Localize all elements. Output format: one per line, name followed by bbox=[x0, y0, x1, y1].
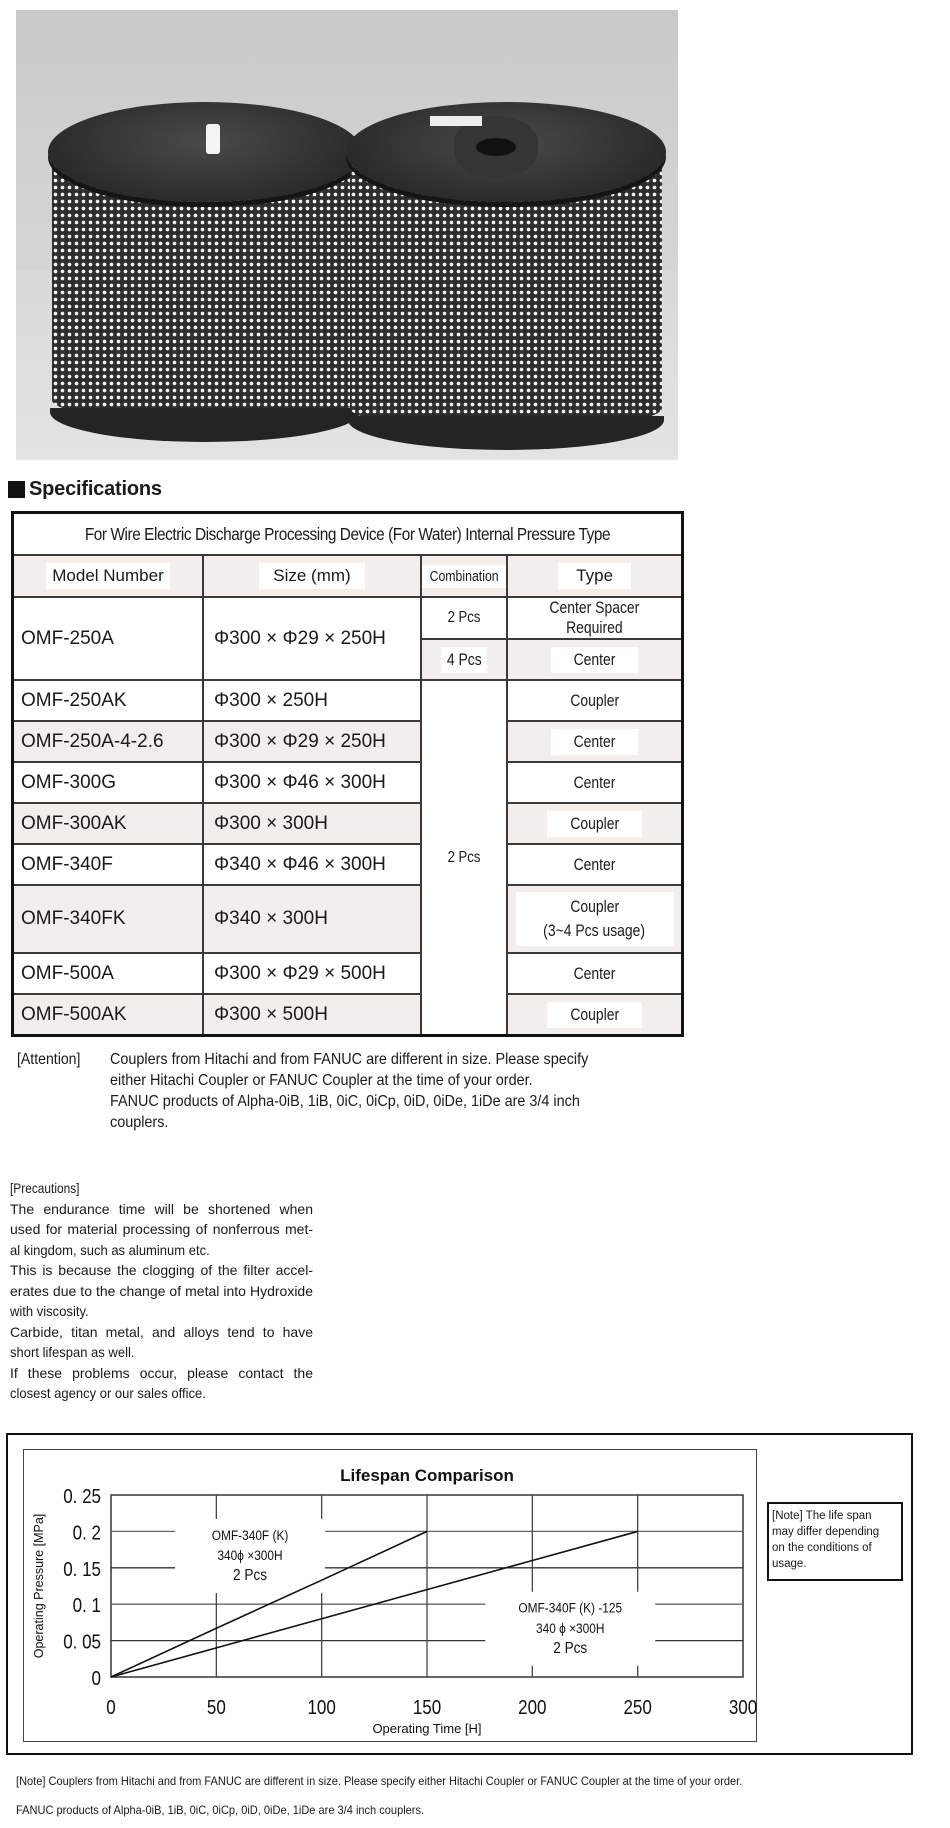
x-axis-label: Operating Time [H] bbox=[372, 1721, 482, 1736]
attention-line: couplers. bbox=[110, 1114, 169, 1131]
table-title-row bbox=[13, 513, 683, 556]
attention-line: either Hitachi Coupler or FANUC Coupler at the time of your order. bbox=[110, 1072, 533, 1089]
size-cell: Φ340 × 300H bbox=[203, 885, 421, 953]
side-note-line: usage. bbox=[772, 1558, 807, 1570]
precautions-block bbox=[10, 1178, 313, 1404]
size-cell: Φ300 × Φ29 × 250H bbox=[203, 721, 421, 762]
y-tick-label: 0. 1 bbox=[72, 1593, 101, 1617]
precautions-label: [Precautions] bbox=[10, 1180, 80, 1196]
attention-label: [Attention] bbox=[17, 1051, 81, 1068]
table-row bbox=[13, 844, 683, 885]
lifespan-chart bbox=[0, 1420, 950, 1760]
filter-base-ring bbox=[348, 416, 664, 450]
precautions-line: closest agency or our sales office. bbox=[10, 1385, 206, 1401]
x-tick-label: 0 bbox=[106, 1695, 116, 1719]
size-cell: Φ300 × Φ46 × 300H bbox=[203, 762, 421, 803]
header-combination: Combination bbox=[421, 555, 507, 597]
type-note: (3~4 Pcs usage) bbox=[543, 921, 646, 940]
precautions-line: This is because the clogging of the filter accel- bbox=[10, 1262, 313, 1278]
type-cell: Coupler (3~4 Pcs usage) bbox=[507, 885, 682, 953]
precautions-line: short lifespan as well. bbox=[10, 1344, 135, 1360]
series-annotation: OMF-340F (K) -125 bbox=[518, 1599, 623, 1616]
filter-cartridge-with-center-hole bbox=[350, 102, 662, 450]
side-note-line: may differ depending bbox=[772, 1526, 880, 1538]
model-cell: OMF-500A bbox=[13, 953, 204, 994]
series-annotation: OMF-340F (K) bbox=[211, 1527, 289, 1544]
size-cell: Φ340 × Φ46 × 300H bbox=[203, 844, 421, 885]
chart-title: Lifespan Comparison bbox=[340, 1466, 514, 1485]
filter-base-ring bbox=[50, 408, 360, 442]
x-tick-label: 150 bbox=[412, 1695, 442, 1719]
table-row bbox=[13, 953, 683, 994]
combination-cell-merged: 2 Pcs bbox=[421, 680, 507, 1036]
type-cell: Coupler bbox=[507, 994, 682, 1036]
y-tick-label: 0. 05 bbox=[63, 1630, 101, 1653]
filter-lid bbox=[48, 102, 362, 202]
combination-cell: 4 Pcs bbox=[421, 639, 507, 680]
side-note-line: [Note] The life span bbox=[772, 1510, 872, 1522]
lid-label bbox=[430, 116, 482, 126]
section-title: Specifications bbox=[29, 478, 162, 500]
model-cell: OMF-250AK bbox=[13, 680, 204, 721]
header-type: Type bbox=[507, 555, 682, 597]
model-cell: OMF-300AK bbox=[13, 803, 204, 844]
type-cell: Center bbox=[507, 721, 682, 762]
y-tick-label: 0. 25 bbox=[63, 1484, 101, 1508]
series-annotation: 2 Pcs bbox=[233, 1567, 268, 1585]
header-size: Size (mm) bbox=[203, 555, 421, 597]
attention-line: FANUC products of Alpha-0iB, 1iB, 0iC, 0iCp, 0iD, 0iDe, 1iDe are 3/4 inch bbox=[110, 1093, 580, 1110]
size-cell: Φ300 × Φ29 × 500H bbox=[203, 953, 421, 994]
x-tick-label: 300 bbox=[728, 1695, 758, 1719]
table-row bbox=[13, 680, 683, 721]
model-cell: OMF-340FK bbox=[13, 885, 204, 953]
precautions-line: al kingdom, such as aluminum etc. bbox=[10, 1241, 210, 1258]
y-tick-label: 0. 2 bbox=[72, 1521, 101, 1544]
table-row bbox=[13, 762, 683, 803]
attention-line: Couplers from Hitachi and from FANUC are different in size. Please specify bbox=[110, 1051, 589, 1068]
model-cell: OMF-300G bbox=[13, 762, 204, 803]
product-photo bbox=[16, 10, 678, 460]
x-tick-label: 250 bbox=[623, 1695, 652, 1719]
table-header-row bbox=[13, 555, 683, 597]
header-model: Model Number bbox=[13, 555, 204, 597]
model-cell: OMF-250A-4-2.6 bbox=[13, 721, 204, 762]
type-cell: Center Spacer Required bbox=[507, 597, 682, 639]
precautions-line: The endurance time will be shortened when bbox=[10, 1200, 313, 1217]
table-title: For Wire Electric Discharge Processing Device (For Water) Internal Pressure Type bbox=[13, 513, 683, 556]
side-note-line: on the conditions of bbox=[772, 1542, 872, 1554]
x-tick-label: 100 bbox=[307, 1695, 336, 1719]
model-cell: OMF-340F bbox=[13, 844, 204, 885]
series-annotation: 340 ϕ ×300H bbox=[536, 1619, 605, 1636]
precautions-line: used for material processing of nonferrous met- bbox=[10, 1221, 313, 1237]
precautions-line: with viscosity. bbox=[10, 1303, 89, 1319]
table-row bbox=[13, 721, 683, 762]
black-square-bullet-icon bbox=[8, 481, 25, 498]
y-tick-label: 0. 15 bbox=[63, 1557, 101, 1581]
size-cell: Φ300 × Φ29 × 250H bbox=[203, 597, 421, 680]
attention-body bbox=[110, 1049, 670, 1133]
precautions-line: erates due to the change of metal into Hydroxide bbox=[10, 1282, 313, 1299]
table-row bbox=[13, 885, 683, 953]
spec-table bbox=[11, 511, 684, 1037]
size-cell: Φ300 × 500H bbox=[203, 994, 421, 1036]
x-tick-label: 200 bbox=[518, 1695, 547, 1719]
filter-cartridge-with-nozzle bbox=[52, 102, 358, 442]
x-tick-label: 50 bbox=[206, 1695, 226, 1719]
series-annotation: 340ϕ ×300H bbox=[217, 1547, 283, 1564]
type-cell: Center bbox=[507, 844, 682, 885]
specifications-heading bbox=[8, 478, 162, 501]
size-cell: Φ300 × 300H bbox=[203, 803, 421, 844]
nozzle-fitting bbox=[206, 124, 220, 154]
type-cell: Coupler bbox=[507, 803, 682, 844]
model-cell: OMF-250A bbox=[13, 597, 204, 680]
precautions-line: If these problems occur, please contact the bbox=[10, 1364, 313, 1381]
table-row bbox=[13, 803, 683, 844]
y-tick-label: 0 bbox=[91, 1666, 101, 1690]
size-cell: Φ300 × 250H bbox=[203, 680, 421, 721]
y-axis-label: Operating Pressure [MPa] bbox=[32, 1513, 46, 1659]
chart-side-note bbox=[767, 1502, 903, 1581]
type-cell: Center bbox=[507, 762, 682, 803]
footer-note-line-1: [Note] Couplers from Hitachi and from FANUC are different in size. Please specify either Hitachi Coupler or FANUC Coupler at the time of your order. bbox=[16, 1774, 743, 1788]
precautions-line: Carbide, titan metal, and alloys tend to have bbox=[10, 1323, 313, 1340]
footer-note-line-2: FANUC products of Alpha-0iB, 1iB, 0iC, 0iCp, 0iD, 0iDe, 1iDe are 3/4 inch couplers. bbox=[16, 1803, 425, 1817]
type-cell: Center bbox=[507, 953, 682, 994]
table-row bbox=[13, 597, 683, 639]
combination-cell: 2 Pcs bbox=[421, 597, 507, 639]
series-annotation: 2 Pcs bbox=[553, 1639, 588, 1658]
center-hole bbox=[476, 138, 516, 156]
model-cell: OMF-500AK bbox=[13, 994, 204, 1036]
table-row bbox=[13, 994, 683, 1036]
type-cell: Coupler bbox=[507, 680, 682, 721]
type-cell: Center bbox=[507, 639, 682, 680]
